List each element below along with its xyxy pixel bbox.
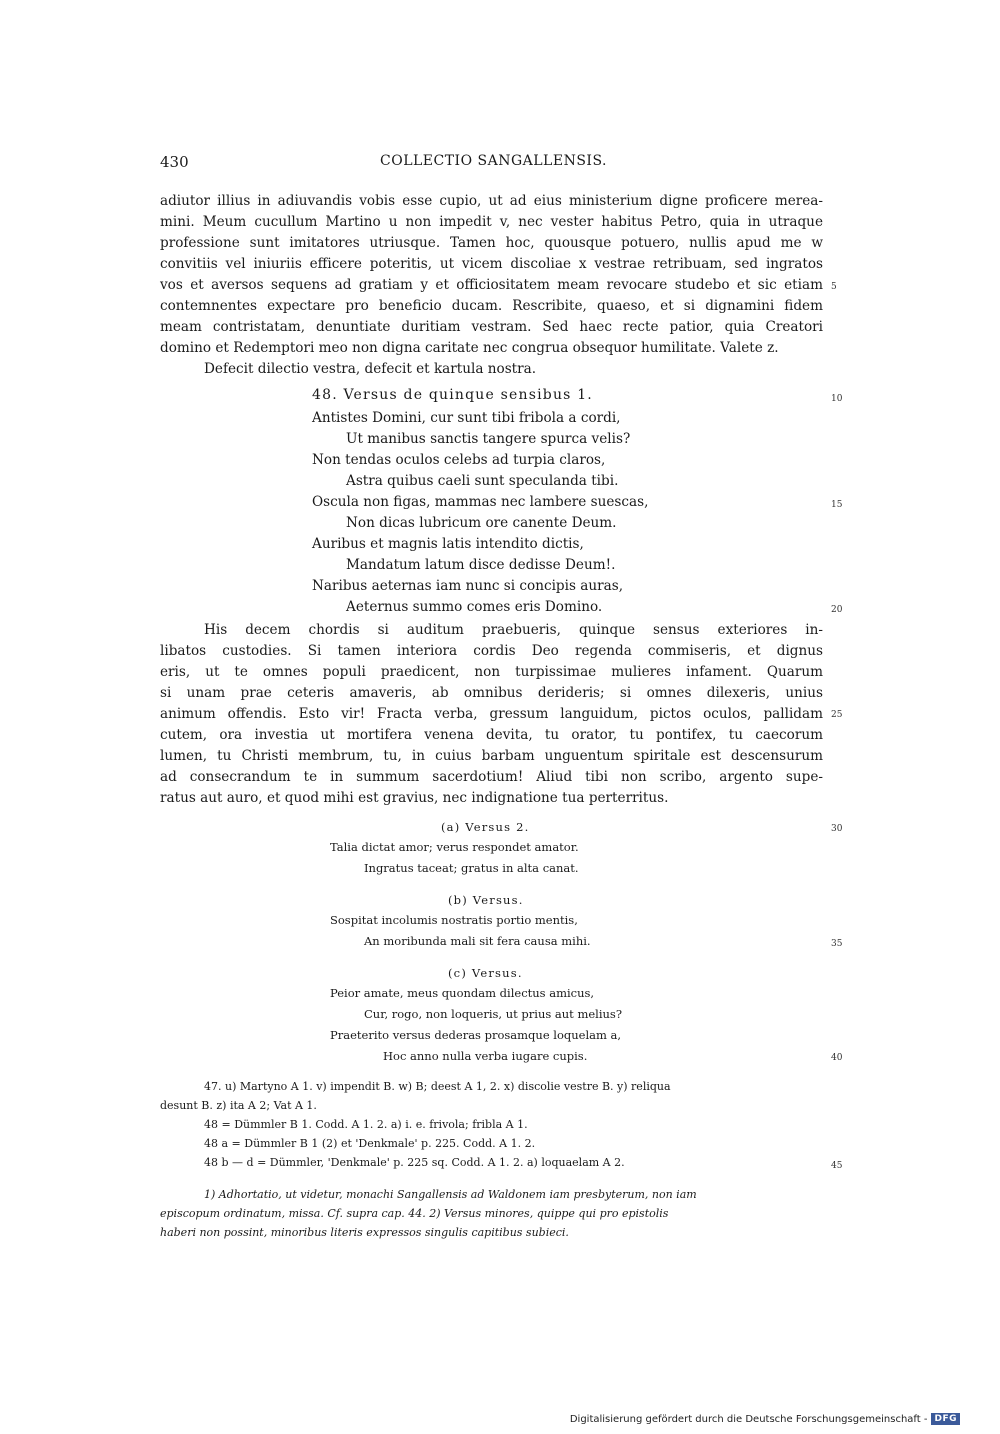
verse-line: Non dicas lubricum ore canente Deum.: [346, 515, 617, 531]
text-line: si unam prae ceteris amaveris, ab omnibus derideris; si omnes dilexeris, unius: [160, 685, 823, 701]
margin-line-number: 45: [831, 1161, 843, 1171]
verse-line: Astra quibus caeli sunt speculanda tibi.: [346, 473, 619, 489]
verse-line: Sospitat incolumis nostratis portio mentis,: [330, 913, 578, 927]
verse-line: Ut manibus sanctis tangere spurca velis?: [346, 431, 631, 447]
text-line: libatos custodies. Si tamen interiora cordis Deo regenda commiseris, et dignus: [160, 643, 823, 659]
apparatus-line: 48 = Dümmler B 1. Codd. A 1. 2. a) i. e. frivola; fribla A 1.: [204, 1118, 528, 1131]
verse-line: Aeternus summo comes eris Domino.: [346, 599, 603, 615]
margin-line-number: 5: [831, 282, 837, 292]
margin-line-number: 25: [831, 710, 843, 720]
text-line: professione sunt imitatores utriusque. Tamen hoc, quousque potuero, nullis apud me w: [160, 235, 823, 251]
verse-line: Antistes Domini, cur sunt tibi fribola a cordi,: [312, 410, 621, 426]
text-line: cutem, ora investia ut mortifera venena devita, tu orator, tu pontifex, tu caecorum: [160, 727, 823, 743]
footnote-line: 1) Adhortatio, ut videtur, monachi Sangallensis ad Waldonem iam presbyterum, non iam: [204, 1188, 697, 1201]
verse-line: Talia dictat amor; verus respondet amator.: [330, 840, 579, 854]
text-line: eris, ut te omnes populi praedicent, non turpissimae mulieres infament. Quarum: [160, 664, 823, 680]
verse-line: Non tendas oculos celebs ad turpia claros,: [312, 452, 606, 468]
margin-line-number: 30: [831, 824, 843, 834]
text-line: domino et Redemptori meo non digna caritate nec congrua obsequor humilitate. Valete z.: [160, 340, 779, 356]
verse-line: Praeterito versus dederas prosamque loquelam a,: [330, 1028, 622, 1042]
verse-line: Cur, rogo, non loqueris, ut prius aut melius?: [364, 1007, 622, 1021]
section-48-heading: 48. Versus de quinque sensibus 1.: [312, 387, 593, 403]
page-number: 430: [160, 153, 189, 171]
text-line: ratus aut auro, et quod mihi est gravius, nec indignatione tua perterritus.: [160, 790, 669, 806]
apparatus-line: desunt B. z) ita A 2; Vat A 1.: [160, 1099, 317, 1112]
footnote-line: episcopum ordinatum, missa. Cf. supra cap. 44. 2) Versus minores, quippe qui pro epistolis: [160, 1207, 669, 1220]
running-title: COLLECTIO SANGALLENSIS.: [380, 153, 607, 169]
apparatus-line: 48 b — d = Dümmler, 'Denkmale' p. 225 sq. Codd. A 1. 2. a) loquaelam A 2.: [204, 1156, 625, 1169]
margin-line-number: 40: [831, 1053, 843, 1063]
text-line: lumen, tu Christi membrum, tu, in cuius barbam unguentum spiritale est descensurum: [160, 748, 823, 764]
verse-line: Ingratus taceat; gratus in alta canat.: [364, 861, 579, 875]
verse-line: Mandatum latum disce dedisse Deum!.: [346, 557, 616, 573]
text-line: convitiis vel iniuriis efficere poteritis, ut vicem discoliae x vestrae retribuam, sed ingratos: [160, 256, 823, 272]
verse-line: Oscula non figas, mammas nec lambere suescas,: [312, 494, 649, 510]
margin-line-number: 20: [831, 605, 843, 615]
text-line: ad consecrandum te in summum sacerdotium! Aliud tibi non scribo, argento supe-: [160, 769, 823, 785]
dfg-logo: DFG: [931, 1413, 960, 1425]
margin-line-number: 35: [831, 939, 843, 949]
verse-line: An moribunda mali sit fera causa mihi.: [364, 934, 591, 948]
verse-line: Naribus aeternas iam nunc si concipis auras,: [312, 578, 624, 594]
text-line: meam contristatam, denuntiate duritiam vestram. Sed haec recte patior, quia Creatori: [160, 319, 823, 335]
text-line: animum offendis. Esto vir! Fracta verba, gressum languidum, pictos oculos, pallidam: [160, 706, 823, 722]
text-line: His decem chordis si auditum praebueris, quinque sensus exteriores in-: [204, 622, 823, 638]
verse-line: Hoc anno nulla verba iugare cupis.: [383, 1049, 588, 1063]
text-line: contemnentes expectare pro beneficio ducam. Rescribite, quaeso, et si dignamini fidem: [160, 298, 823, 314]
footer-text: Digitalisierung gefördert durch die Deutsche Forschungsgemeinschaft -: [569, 1413, 928, 1425]
versus-b-heading: (b) Versus.: [448, 893, 524, 907]
versus-a-heading: (a) Versus 2.: [441, 820, 530, 834]
text-line: adiutor illius in adiuvandis vobis esse cupio, ut ad eius ministerium digne proficere merea-: [160, 193, 823, 209]
text-line: Defecit dilectio vestra, defecit et kartula nostra.: [204, 361, 537, 377]
versus-c-heading: (c) Versus.: [448, 966, 523, 980]
apparatus-line: 47. u) Martyno A 1. v) impendit B. w) B; deest A 1, 2. x) discolie vestre B. y) reliqua: [204, 1080, 671, 1093]
verse-line: Peior amate, meus quondam dilectus amicus,: [330, 986, 595, 1000]
text-line: vos et aversos sequens ad gratiam y et officiositatem meam revocare studebo et sic etiam: [160, 277, 823, 293]
digitization-footer: [570, 1413, 960, 1425]
text-line: mini. Meum cucullum Martino u non impedit v, nec vester habitus Petro, quia in utraque: [160, 214, 823, 230]
footnote-line: haberi non possint, minoribus literis expressos singulis capitibus subieci.: [160, 1226, 569, 1239]
verse-line: Auribus et magnis latis intendito dictis,: [312, 536, 584, 552]
apparatus-line: 48 a = Dümmler B 1 (2) et 'Denkmale' p. 225. Codd. A 1. 2.: [204, 1137, 536, 1150]
margin-line-number: 15: [831, 500, 843, 510]
margin-line-number: 10: [831, 394, 843, 404]
